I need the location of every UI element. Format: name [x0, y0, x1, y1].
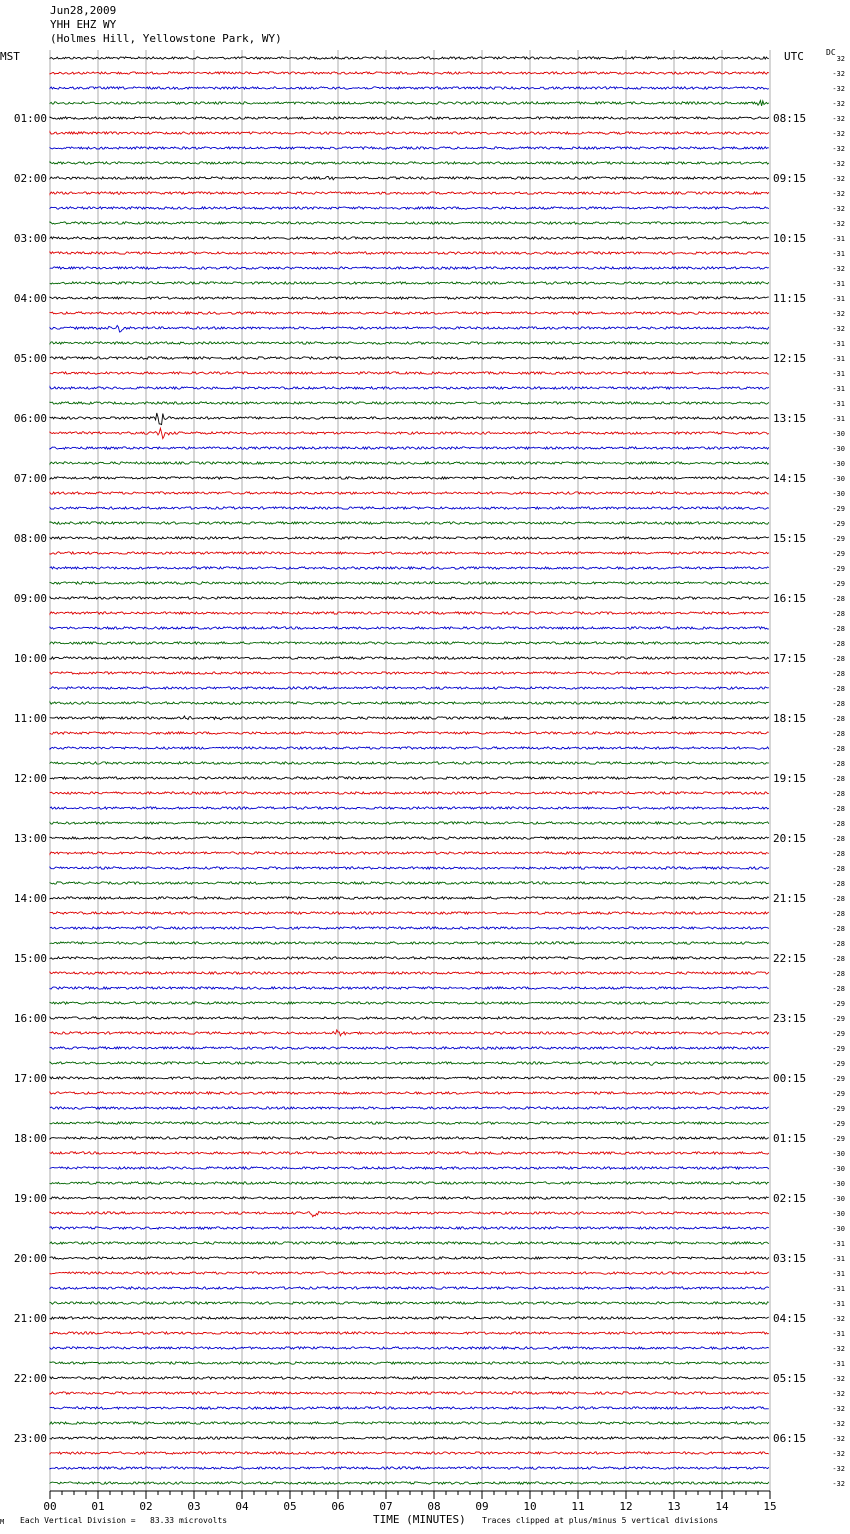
trace-row-39	[50, 642, 769, 644]
trace-row-18	[50, 326, 769, 333]
dc-offset-23: -31	[832, 400, 845, 408]
mst-hour-label: 12:00	[13, 772, 47, 785]
trace-row-52	[50, 837, 769, 839]
utc-hour-label: 22:15	[773, 952, 807, 965]
trace-row-44	[50, 716, 769, 720]
left-timezone-label: MST	[0, 50, 20, 63]
trace-row-12	[50, 237, 769, 239]
trace-row-11	[50, 222, 769, 224]
trace-row-46	[50, 747, 769, 749]
dc-offset-1: -32	[832, 70, 845, 78]
location-label: (Holmes Hill, Yellowstone Park, WY)	[50, 32, 282, 45]
trace-row-4	[50, 117, 769, 119]
dc-offset-45: -28	[832, 730, 845, 738]
dc-offset-10: -32	[832, 205, 845, 213]
dc-offset-37: -28	[832, 610, 845, 618]
utc-hour-label: 04:15	[773, 1312, 807, 1325]
dc-offset-6: -32	[832, 145, 845, 153]
trace-row-58	[50, 927, 769, 929]
trace-row-84	[50, 1317, 769, 1319]
mst-hour-label: 10:00	[13, 652, 47, 665]
trace-row-71	[50, 1122, 769, 1124]
trace-row-17	[50, 312, 769, 314]
utc-hour-label: 08:15	[773, 112, 807, 125]
dc-offset-65: -29	[832, 1030, 845, 1038]
dc-offset-27: -30	[832, 460, 845, 468]
dc-offset-46: -28	[832, 745, 845, 753]
utc-hour-label: 03:15	[773, 1252, 807, 1265]
dc-offset-68: -29	[832, 1075, 845, 1083]
utc-hour-label: 14:15	[773, 472, 807, 485]
x-tick-label: 06	[331, 1500, 345, 1513]
x-tick-label: 13	[667, 1500, 681, 1513]
mst-hour-label: 22:00	[13, 1372, 47, 1385]
mst-hour-label: 02:00	[13, 172, 47, 185]
dc-offset-35: -29	[832, 580, 845, 588]
dc-header-label: DC	[826, 48, 836, 57]
trace-row-1	[50, 72, 769, 74]
dc-offset-73: -30	[832, 1150, 845, 1158]
dc-offset-83: -31	[832, 1300, 845, 1308]
trace-row-16	[50, 297, 769, 299]
dc-offset-42: -28	[832, 685, 845, 693]
dc-offset-labels	[832, 55, 845, 1488]
trace-row-80	[50, 1257, 769, 1259]
dc-offset-70: -29	[832, 1105, 845, 1113]
trace-row-59	[50, 942, 769, 944]
dc-offset-25: -30	[832, 430, 845, 438]
dc-offset-69: -29	[832, 1090, 845, 1098]
trace-row-13	[50, 252, 769, 254]
trace-row-19	[50, 342, 769, 344]
trace-row-85	[50, 1332, 769, 1334]
dc-offset-39: -28	[832, 640, 845, 648]
x-tick-label: 00	[43, 1500, 57, 1513]
dc-offset-61: -28	[832, 970, 845, 978]
dc-offset-28: -30	[832, 475, 845, 483]
utc-hour-label: 09:15	[773, 172, 807, 185]
trace-row-42	[50, 687, 769, 689]
trace-row-49	[50, 792, 769, 794]
dc-offset-12: -31	[832, 235, 845, 243]
utc-hour-label: 21:15	[773, 892, 807, 905]
trace-row-27	[50, 462, 769, 464]
dc-offset-93: -32	[832, 1450, 845, 1458]
dc-offset-49: -28	[832, 790, 845, 798]
trace-row-74	[50, 1167, 769, 1169]
trace-row-10	[50, 207, 769, 209]
x-tick-label: 01	[91, 1500, 105, 1513]
mst-hour-label: 11:00	[13, 712, 47, 725]
right-timezone-label: UTC	[784, 50, 804, 63]
trace-row-31	[50, 522, 769, 524]
trace-row-93	[50, 1452, 769, 1454]
x-axis-title: TIME (MINUTES)	[373, 1513, 466, 1526]
dc-offset-88: -32	[832, 1375, 845, 1383]
mst-hour-label: 06:00	[13, 412, 47, 425]
dc-offset-92: -32	[832, 1435, 845, 1443]
x-tick-label: 05	[283, 1500, 297, 1513]
trace-row-86	[50, 1347, 769, 1349]
dc-offset-17: -32	[832, 310, 845, 318]
dc-offset-3: -32	[832, 100, 845, 108]
dc-offset-30: -29	[832, 505, 845, 513]
x-tick-label: 03	[187, 1500, 201, 1513]
dc-offset-72: -29	[832, 1135, 845, 1143]
trace-row-25	[50, 428, 769, 438]
trace-row-30	[50, 507, 769, 509]
utc-hour-label: 18:15	[773, 712, 807, 725]
dc-offset-9: -32	[832, 190, 845, 198]
dc-offset-87: -31	[832, 1360, 845, 1368]
dc-offset-7: -32	[832, 160, 845, 168]
dc-offset-55: -28	[832, 880, 845, 888]
trace-row-83	[50, 1302, 769, 1304]
dc-offset-2: -32	[832, 85, 845, 93]
trace-row-33	[50, 552, 769, 554]
mst-hour-label: 16:00	[13, 1012, 47, 1025]
trace-row-3	[50, 101, 769, 106]
mst-hour-label: 23:00	[13, 1432, 47, 1445]
dc-offset-22: -31	[832, 385, 845, 393]
utc-hour-label: 13:15	[773, 412, 807, 425]
x-tick-label: 15	[763, 1500, 777, 1513]
x-tick-label: 11	[571, 1500, 585, 1513]
trace-row-78	[50, 1227, 769, 1229]
trace-row-73	[50, 1152, 769, 1154]
dc-offset-64: -29	[832, 1015, 845, 1023]
dc-offset-47: -28	[832, 760, 845, 768]
dc-offset-78: -30	[832, 1225, 845, 1233]
trace-row-20	[50, 357, 769, 359]
dc-offset-21: -31	[832, 370, 845, 378]
trace-row-81	[50, 1272, 769, 1274]
dc-offset-16: -31	[832, 295, 845, 303]
dc-offset-53: -28	[832, 850, 845, 858]
dc-offset-58: -28	[832, 925, 845, 933]
x-tick-label: 14	[715, 1500, 729, 1513]
mst-hour-label: 20:00	[13, 1252, 47, 1265]
trace-row-5	[50, 132, 769, 134]
trace-row-56	[50, 897, 769, 899]
dc-offset-60: -28	[832, 955, 845, 963]
trace-row-8	[50, 177, 769, 180]
trace-row-88	[50, 1377, 769, 1379]
dc-offset-50: -28	[832, 805, 845, 813]
dc-offset-14: -32	[832, 265, 845, 273]
dc-offset-77: -30	[832, 1210, 845, 1218]
date-label: Jun28,2009	[50, 4, 117, 17]
dc-offset-8: -32	[832, 175, 845, 183]
dc-offset-36: -28	[832, 595, 845, 603]
dc-offset-75: -30	[832, 1180, 845, 1188]
trace-row-91	[50, 1422, 769, 1424]
trace-row-34	[50, 567, 769, 569]
dc-offset-11: -32	[832, 220, 845, 228]
dc-offset-26: -30	[832, 445, 845, 453]
dc-offset-84: -32	[832, 1315, 845, 1323]
trace-row-72	[50, 1137, 769, 1139]
dc-offset-76: -30	[832, 1195, 845, 1203]
trace-row-62	[50, 987, 769, 989]
trace-row-94	[50, 1467, 769, 1469]
trace-row-21	[50, 372, 769, 374]
trace-row-77	[50, 1211, 769, 1216]
footer	[0, 1513, 850, 1529]
mst-hour-label: 05:00	[13, 352, 47, 365]
trace-row-90	[50, 1407, 769, 1409]
trace-row-45	[50, 732, 769, 734]
mst-hour-label: 21:00	[13, 1312, 47, 1325]
utc-hour-label: 16:15	[773, 592, 807, 605]
utc-hour-label: 06:15	[773, 1432, 807, 1445]
trace-row-69	[50, 1092, 769, 1094]
x-tick-label: 02	[139, 1500, 153, 1513]
x-tick-label: 10	[523, 1500, 537, 1513]
mst-hour-label: 17:00	[13, 1072, 47, 1085]
x-tick-label: 09	[475, 1500, 489, 1513]
dc-offset-54: -28	[832, 865, 845, 873]
utc-hour-label: 20:15	[773, 832, 807, 845]
station-label: YHH EHZ WY	[50, 18, 117, 31]
dc-offset-48: -28	[832, 775, 845, 783]
dc-offset-31: -29	[832, 520, 845, 528]
mst-hour-label: 09:00	[13, 592, 47, 605]
dc-offset-15: -31	[832, 280, 845, 288]
dc-offset-32: -29	[832, 535, 845, 543]
trace-row-95	[50, 1482, 769, 1484]
mst-hour-label: 14:00	[13, 892, 47, 905]
trace-row-23	[50, 402, 769, 404]
trace-row-53	[50, 852, 769, 854]
trace-row-48	[50, 777, 769, 779]
mst-hour-label: 18:00	[13, 1132, 47, 1145]
trace-row-64	[50, 1017, 769, 1019]
dc-offset-79: -31	[832, 1240, 845, 1248]
time-axis	[43, 1491, 776, 1513]
mst-hour-label: 08:00	[13, 532, 47, 545]
utc-hour-label: 19:15	[773, 772, 807, 785]
dc-offset-19: -31	[832, 340, 845, 348]
trace-row-75	[50, 1182, 769, 1184]
corner-mark: M	[0, 1518, 5, 1526]
utc-hour-label: 23:15	[773, 1012, 807, 1025]
trace-row-79	[50, 1242, 769, 1244]
trace-row-40	[50, 657, 769, 659]
dc-offset-40: -28	[832, 655, 845, 663]
dc-offset-13: -31	[832, 250, 845, 258]
dc-offset-89: -32	[832, 1390, 845, 1398]
x-tick-label: 12	[619, 1500, 633, 1513]
trace-row-38	[50, 627, 769, 629]
trace-row-2	[50, 87, 769, 89]
trace-row-92	[50, 1437, 769, 1439]
trace-row-6	[50, 147, 769, 149]
x-tick-label: 08	[427, 1500, 441, 1513]
dc-offset-62: -28	[832, 985, 845, 993]
trace-row-41	[50, 672, 769, 674]
mst-hour-label: 15:00	[13, 952, 47, 965]
dc-offset-82: -31	[832, 1285, 845, 1293]
dc-offset-80: -31	[832, 1255, 845, 1263]
utc-hour-label: 12:15	[773, 352, 807, 365]
dc-offset-52: -28	[832, 835, 845, 843]
mst-hour-label: 19:00	[13, 1192, 47, 1205]
utc-hour-label: 05:15	[773, 1372, 807, 1385]
dc-offset-86: -32	[832, 1345, 845, 1353]
trace-row-24	[50, 413, 769, 425]
utc-hour-label: 15:15	[773, 532, 807, 545]
mst-hour-label: 13:00	[13, 832, 47, 845]
trace-row-55	[50, 882, 769, 884]
trace-row-67	[50, 1062, 769, 1066]
clip-note: Traces clipped at plus/minus 5 vertical divisions	[482, 1516, 719, 1525]
dc-offset-51: -28	[832, 820, 845, 828]
dc-offset-71: -29	[832, 1120, 845, 1128]
dc-offset-33: -29	[832, 550, 845, 558]
dc-offset-81: -31	[832, 1270, 845, 1278]
dc-offset-59: -28	[832, 940, 845, 948]
trace-row-65	[50, 1030, 769, 1036]
trace-row-7	[50, 162, 769, 164]
dc-offset-63: -29	[832, 1000, 845, 1008]
trace-row-47	[50, 762, 769, 764]
trace-row-66	[50, 1047, 769, 1049]
utc-hour-label: 17:15	[773, 652, 807, 665]
trace-row-29	[50, 492, 769, 494]
trace-row-35	[50, 582, 769, 584]
trace-rows	[50, 57, 769, 1484]
trace-row-15	[50, 282, 769, 284]
dc-offset-67: -29	[832, 1060, 845, 1068]
trace-row-50	[50, 807, 769, 809]
utc-hour-label: 01:15	[773, 1132, 807, 1145]
dc-offset-41: -28	[832, 670, 845, 678]
x-tick-label: 07	[379, 1500, 393, 1513]
scale-note: Each Vertical Division = 83.33 microvolts	[20, 1516, 228, 1525]
trace-row-37	[50, 612, 769, 614]
trace-row-28	[50, 477, 769, 479]
x-tick-label: 04	[235, 1500, 249, 1513]
trace-row-60	[50, 957, 769, 959]
dc-offset-56: -28	[832, 895, 845, 903]
trace-row-61	[50, 972, 769, 974]
trace-row-22	[50, 387, 769, 389]
trace-row-9	[50, 192, 769, 194]
trace-row-57	[50, 912, 769, 914]
trace-row-68	[50, 1077, 769, 1079]
trace-row-26	[50, 447, 769, 449]
trace-row-0	[50, 57, 769, 59]
dc-offset-20: -31	[832, 355, 845, 363]
utc-hour-label: 02:15	[773, 1192, 807, 1205]
mst-hour-label: 03:00	[13, 232, 47, 245]
mst-hour-label: 04:00	[13, 292, 47, 305]
trace-row-89	[50, 1392, 769, 1394]
dc-offset-85: -31	[832, 1330, 845, 1338]
dc-offset-38: -28	[832, 625, 845, 633]
dc-offset-90: -32	[832, 1405, 845, 1413]
trace-row-43	[50, 702, 769, 705]
dc-offset-66: -29	[832, 1045, 845, 1053]
dc-offset-95: -32	[832, 1480, 845, 1488]
dc-offset-18: -32	[832, 325, 845, 333]
trace-row-54	[50, 867, 769, 869]
dc-offset-0: 32	[836, 55, 845, 63]
dc-offset-43: -28	[832, 700, 845, 708]
trace-row-36	[50, 597, 769, 599]
utc-hour-label: 11:15	[773, 292, 807, 305]
trace-row-14	[50, 267, 769, 269]
mst-hour-label: 01:00	[13, 112, 47, 125]
trace-row-63	[50, 1002, 769, 1004]
trace-row-32	[50, 537, 769, 539]
trace-row-51	[50, 822, 769, 824]
trace-row-70	[50, 1107, 769, 1109]
dc-offset-44: -28	[832, 715, 845, 723]
utc-hour-label: 00:15	[773, 1072, 807, 1085]
trace-row-87	[50, 1362, 769, 1364]
dc-offset-29: -30	[832, 490, 845, 498]
dc-offset-94: -32	[832, 1465, 845, 1473]
utc-hour-label: 10:15	[773, 232, 807, 245]
minute-gridlines	[50, 50, 770, 1491]
dc-offset-91: -32	[832, 1420, 845, 1428]
dc-offset-57: -28	[832, 910, 845, 918]
dc-offset-34: -29	[832, 565, 845, 573]
dc-offset-74: -30	[832, 1165, 845, 1173]
trace-row-76	[50, 1197, 769, 1199]
trace-row-82	[50, 1287, 769, 1289]
dc-offset-4: -32	[832, 115, 845, 123]
dc-offset-24: -31	[832, 415, 845, 423]
mst-hour-label: 07:00	[13, 472, 47, 485]
dc-offset-5: -32	[832, 130, 845, 138]
